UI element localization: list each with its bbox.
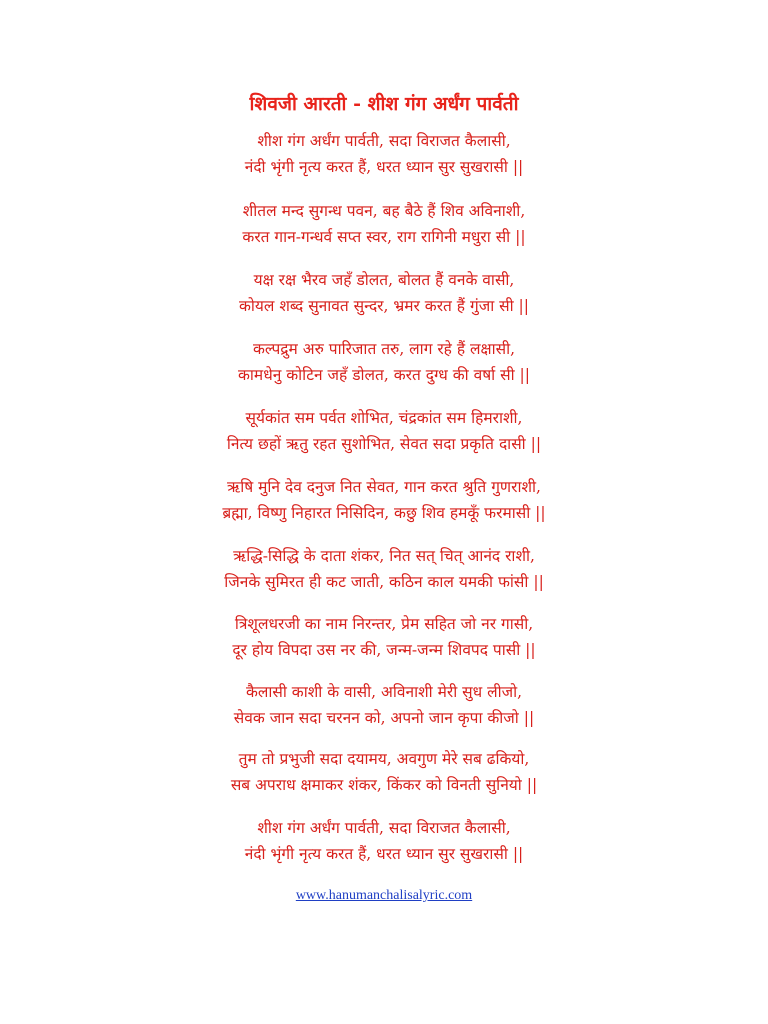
stanza-1 xyxy=(0,128,768,180)
verse-line: नंदी भृंगी नृत्य करत हैं, धरत ध्यान सुर सुखरासी || xyxy=(244,158,524,176)
stanza-10 xyxy=(0,746,768,798)
stanza-8 xyxy=(0,611,768,663)
verse-line: ऋद्धि-सिद्धि के दाता शंकर, नित सत् चित् आनंद राशी, xyxy=(233,547,535,565)
verse-line: कैलासी काशी के वासी, अविनाशी मेरी सुध लीजो, xyxy=(245,683,523,701)
verse-line: यक्ष रक्ष भैरव जहँ डोलत, बोलत हैं वनके वासी, xyxy=(253,271,515,289)
verse-line: करत गान-गन्धर्व सप्त स्वर, राग रागिनी मधुरा सी || xyxy=(242,228,526,246)
verse-line: शीश गंग अर्धंग पार्वती, सदा विराजत कैलासी, xyxy=(257,132,511,150)
page-title: शिवजी आरती - शीश गंग अर्धंग पार्वती xyxy=(249,93,519,115)
verse-line: शीतल मन्द सुगन्ध पवन, बह बैठे हैं शिव अविनाशी, xyxy=(242,202,526,220)
verse-line: कल्पद्रुम अरु पारिजात तरु, लाग रहे हैं लक्षासी, xyxy=(252,340,516,358)
stanza-9 xyxy=(0,679,768,731)
verse-line: दूर होय विपदा उस नर की, जन्म-जन्म शिवपद पासी || xyxy=(232,641,536,659)
verse-line: शीश गंग अर्धंग पार्वती, सदा विराजत कैलासी, xyxy=(257,819,511,837)
stanza-2 xyxy=(0,198,768,250)
stanza-5 xyxy=(0,405,768,457)
verse-line: त्रिशूलधरजी का नाम निरन्तर, प्रेम सहित जो नर गासी, xyxy=(234,615,534,633)
stanza-3 xyxy=(0,267,768,319)
website-link-row xyxy=(0,886,768,906)
verse-line: कोयल शब्द सुनावत सुन्दर, भ्रमर करत हैं गुंजा सी || xyxy=(239,297,529,315)
verse-line: सेवक जान सदा चरनन को, अपनो जान कृपा कीजो || xyxy=(233,709,535,727)
stanza-4 xyxy=(0,336,768,388)
stanza-7 xyxy=(0,543,768,595)
verse-line: ब्रह्मा, विष्णु निहारत निसिदिन, कछु शिव हमकूँ फरमासी || xyxy=(222,504,546,522)
verse-line: नित्य छहों ऋतु रहत सुशोभित, सेवत सदा प्रकृति दासी || xyxy=(226,435,542,453)
verse-line: ऋषि मुनि देव दनुज नित सेवत, गान करत श्रुति गुणराशी, xyxy=(227,478,541,496)
verse-line: नंदी भृंगी नृत्य करत हैं, धरत ध्यान सुर सुखरासी || xyxy=(244,845,524,863)
stanza-6 xyxy=(0,474,768,526)
verse-line: सब अपराध क्षमाकर शंकर, किंकर को विनती सुनियो || xyxy=(230,776,538,794)
verse-line: कामधेनु कोटिन जहँ डोलत, करत दुग्ध की वर्षा सी || xyxy=(238,366,530,384)
website-link[interactable]: www.hanumanchalisalyric.com xyxy=(295,888,473,903)
stanza-11 xyxy=(0,815,768,867)
verse-line: तुम तो प्रभुजी सदा दयामय, अवगुण मेरे सब ढकियो, xyxy=(238,750,530,768)
verse-line: सूर्यकांत सम पर्वत शोभित, चंद्रकांत सम हिमराशी, xyxy=(245,409,523,427)
verse-line: जिनके सुमिरत ही कट जाती, कठिन काल यमकी फांसी || xyxy=(224,573,544,591)
